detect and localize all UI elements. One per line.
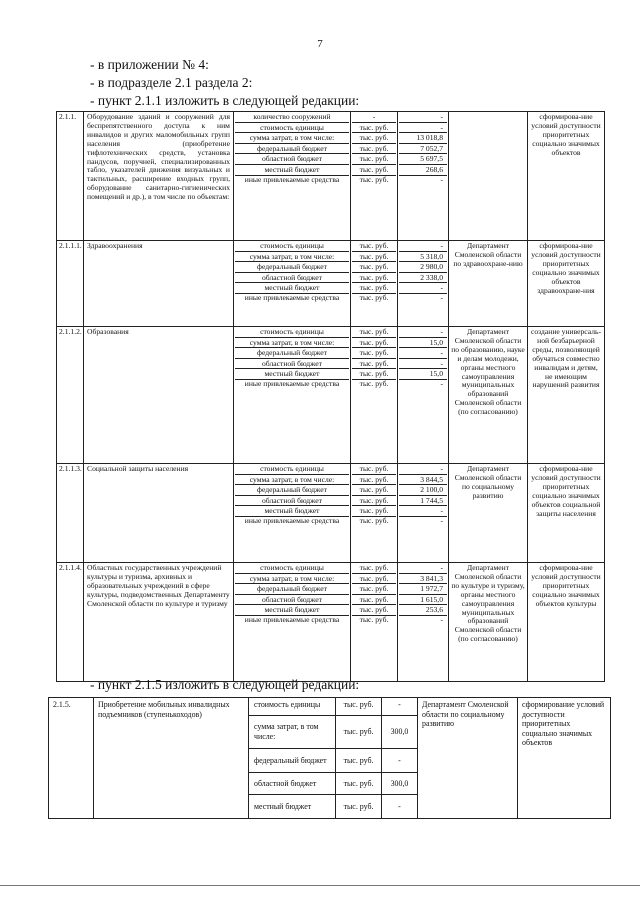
result-cell: сформирование условий доступности приоритетных социально значимых объектов: [518, 698, 611, 819]
value-cell: 7 052,7: [399, 144, 447, 155]
indicator-label: федеральный бюджет: [235, 584, 349, 595]
indicator-label: стоимость единицы: [235, 241, 349, 252]
measure-name: Образования: [84, 327, 234, 464]
indicator-label: сумма затрат, в том числе:: [235, 252, 349, 263]
indicator-label: сумма затрат, в том числе:: [235, 475, 349, 486]
unit-cell: тыс. руб.: [352, 133, 396, 144]
unit-cell: тыс. руб.: [352, 241, 396, 252]
indicator-label: областной бюджет: [249, 773, 336, 795]
indicator-label: областной бюджет: [235, 154, 349, 165]
page-number: 7: [317, 38, 323, 50]
unit-cell: тыс. руб.: [352, 506, 396, 517]
measure-name: Областных государственных учреждений культуры и туризма, архивных и образовательных учреждений в сфере культуры, подведомственных Департаменту Смоленской области по культуре и туризму: [84, 563, 234, 682]
executor-cell: Департамент Смоленской области по социальному развитию: [449, 464, 528, 563]
indicator-label: сумма затрат, в том числе:: [249, 716, 336, 749]
row-number: 2.1.5.: [49, 698, 94, 819]
measure-name: Оборудование зданий и сооружений для беспрепятственного доступа к ним инвалидов и других маломобильных групп населения (приобретение тифлотехнических средств, установка пандусов, поручней, специализированных табло, указателей движения визуальных и тактильных, расширение входных групп, оборудование санитарно-гигиенических помещений и др.), в том числе по объектам:: [84, 112, 234, 241]
unit-cell: тыс. руб.: [359, 175, 389, 184]
value-cell: 13 018,8: [399, 133, 447, 144]
row-number: 2.1.1.1.: [57, 241, 84, 327]
table-row: [57, 563, 605, 682]
unit-cell: тыс. руб.: [352, 605, 396, 616]
value-cell: -: [399, 359, 447, 370]
unit-cell: тыс. руб.: [352, 348, 396, 359]
indicator-label: иные привлекаемые средства: [244, 379, 340, 388]
measure-name: Социальной защиты населения: [84, 464, 234, 563]
indicator-label: областной бюджет: [235, 273, 349, 284]
unit-cell: тыс. руб.: [352, 475, 396, 486]
measures-table-2-1-1: [56, 111, 605, 682]
measures-table-2-1-5: [48, 697, 611, 819]
executor-cell: Департамент Смоленской области по здравоохране-нию: [449, 241, 528, 327]
executor-cell: Департамент Смоленской области по социальному развитию: [418, 698, 518, 819]
unit-cell: тыс. руб.: [352, 273, 396, 284]
unit-cell: -: [352, 112, 396, 123]
unit-cell: тыс. руб.: [352, 252, 396, 263]
value-cell: -: [440, 615, 443, 624]
value-cell: 15,0: [399, 369, 447, 380]
second-heading: - пункт 2.1.5 изложить в следующей редакции:: [90, 677, 360, 692]
value-cell: 3 844,5: [399, 475, 447, 486]
unit-cell: тыс. руб.: [352, 584, 396, 595]
indicator-label: иные привлекаемые средства: [244, 293, 340, 302]
table-row: [57, 241, 605, 327]
value-cell: -: [399, 327, 447, 338]
unit-cell: тыс. руб.: [336, 716, 382, 749]
indicator-label: местный бюджет: [235, 165, 349, 176]
unit-cell: тыс. руб.: [336, 698, 382, 716]
executor-cell: Департамент Смоленской области по культуре и туризму, органы местного самоуправления муниципальных образований Смоленской области (по согласованию): [449, 563, 528, 682]
table-row: [57, 112, 605, 241]
value-cell: -: [382, 698, 418, 716]
intro-line-2: - в подразделе 2.1 раздела 2:: [90, 75, 253, 90]
unit-cell: тыс. руб.: [352, 359, 396, 370]
unit-cell: тыс. руб.: [336, 795, 382, 819]
indicator-label: стоимость единицы: [249, 698, 336, 716]
result-cell: сформирова-ние условий доступности приоритетных социально значимых объектов здравоохране-ния: [528, 241, 605, 327]
value-cell: 15,0: [399, 338, 447, 349]
value-cell: 3 841,3: [399, 574, 447, 585]
indicator-label: федеральный бюджет: [249, 749, 336, 773]
unit-cell: тыс. руб.: [352, 327, 396, 338]
table-row: [57, 327, 605, 464]
value-cell: 2 100,0: [399, 485, 447, 496]
indicator-label: стоимость единицы: [235, 563, 349, 574]
unit-cell: тыс. руб.: [352, 574, 396, 585]
indicator-label: стоимость единицы: [235, 327, 349, 338]
unit-cell: тыс. руб.: [359, 293, 389, 302]
indicator-label: областной бюджет: [235, 359, 349, 370]
indicator-label: местный бюджет: [235, 605, 349, 616]
value-cell: -: [399, 348, 447, 359]
unit-cell: тыс. руб.: [352, 262, 396, 273]
unit-cell: тыс. руб.: [359, 615, 389, 624]
unit-cell: тыс. руб.: [352, 464, 396, 475]
value-cell: -: [399, 241, 447, 252]
value-cell: 1 744,5: [399, 496, 447, 507]
row-number: 2.1.1.3.: [57, 464, 84, 563]
value-cell: -: [399, 563, 447, 574]
unit-cell: тыс. руб.: [352, 485, 396, 496]
value-cell: -: [440, 175, 443, 184]
indicator-label: стоимость единицы: [235, 123, 349, 134]
indicator-label: иные привлекаемые средства: [244, 516, 340, 525]
result-cell: сформирова-ние условий доступности приоритетных социально значимых объектов социальной защиты населения: [528, 464, 605, 563]
executor-cell: [449, 112, 528, 241]
value-cell: -: [440, 516, 443, 525]
unit-cell: тыс. руб.: [352, 595, 396, 606]
value-cell: 300,0: [382, 773, 418, 795]
indicator-label: областной бюджет: [235, 595, 349, 606]
value-cell: -: [399, 283, 447, 294]
page-bottom-rule: [0, 885, 640, 886]
indicator-label: местный бюджет: [235, 506, 349, 517]
indicator-label: федеральный бюджет: [235, 262, 349, 273]
unit-cell: тыс. руб.: [352, 369, 396, 380]
indicator-label: федеральный бюджет: [235, 144, 349, 155]
row-number: 2.1.1.: [57, 112, 84, 241]
indicator-label: областной бюджет: [235, 496, 349, 507]
indicator-label: федеральный бюджет: [235, 485, 349, 496]
value-cell: 5 697,5: [399, 154, 447, 165]
indicator-label: количество сооружений: [235, 112, 349, 123]
value-cell: 2 980,0: [399, 262, 447, 273]
value-cell: 1 615,0: [399, 595, 447, 606]
unit-cell: тыс. руб.: [359, 379, 389, 388]
indicator-label: сумма затрат, в том числе:: [235, 133, 349, 144]
value-cell: 1 972,7: [399, 584, 447, 595]
value-cell: 268,6: [399, 165, 447, 176]
indicator-label: иные привлекаемые средства: [244, 175, 340, 184]
unit-cell: тыс. руб.: [352, 496, 396, 507]
value-cell: -: [382, 795, 418, 819]
executor-cell: Департамент Смоленской области по образованию, науке и делам молодежи, органы местного самоуправления муниципальных образований Смоленской области (по согласованию): [449, 327, 528, 464]
unit-cell: тыс. руб.: [336, 749, 382, 773]
unit-cell: тыс. руб.: [352, 123, 396, 134]
value-cell: 300,0: [382, 716, 418, 749]
indicator-label: стоимость единицы: [235, 464, 349, 475]
row-number: 2.1.1.2.: [57, 327, 84, 464]
unit-cell: тыс. руб.: [352, 283, 396, 294]
table-row: [57, 464, 605, 563]
value-cell: -: [440, 293, 443, 302]
result-cell: сформирова-ние условий доступности приоритетных социально значимых объектов: [528, 112, 605, 241]
value-cell: 2 338,0: [399, 273, 447, 284]
value-cell: -: [399, 123, 447, 134]
unit-cell: тыс. руб.: [352, 338, 396, 349]
measure-name: Здравоохранения: [84, 241, 234, 327]
unit-cell: тыс. руб.: [359, 516, 389, 525]
row-number: 2.1.1.4.: [57, 563, 84, 682]
unit-cell: тыс. руб.: [336, 773, 382, 795]
intro-line-1: - в приложении № 4:: [90, 57, 209, 72]
indicator-label: сумма затрат, в том числе:: [235, 338, 349, 349]
value-cell: 253,6: [399, 605, 447, 616]
value-cell: -: [382, 749, 418, 773]
unit-cell: тыс. руб.: [352, 563, 396, 574]
unit-cell: тыс. руб.: [352, 165, 396, 176]
intro-line-3: - пункт 2.1.1 изложить в следующей редакции:: [90, 93, 360, 108]
value-cell: -: [440, 379, 443, 388]
measure-name: Приобретение мобильных инвалидных подъемников (ступенькоходов): [94, 698, 249, 819]
value-cell: 5 318,0: [399, 252, 447, 263]
value-cell: -: [399, 506, 447, 517]
indicator-label: иные привлекаемые средства: [244, 615, 340, 624]
result-cell: создание универсаль-ной безбарьерной среды, позволяющей обучаться совместно инвалидам и детям, не имеющим нарушений развития: [528, 327, 605, 464]
indicator-label: местный бюджет: [235, 369, 349, 380]
result-cell: сформирова-ние условий доступности приоритетных социально значимых объектов культуры: [528, 563, 605, 682]
value-cell: -: [399, 464, 447, 475]
table-row: [49, 698, 611, 716]
unit-cell: тыс. руб.: [352, 144, 396, 155]
indicator-label: местный бюджет: [249, 795, 336, 819]
indicator-label: федеральный бюджет: [235, 348, 349, 359]
unit-cell: тыс. руб.: [352, 154, 396, 165]
value-cell: -: [399, 112, 447, 123]
indicator-label: местный бюджет: [235, 283, 349, 294]
indicator-label: сумма затрат, в том числе:: [235, 574, 349, 585]
